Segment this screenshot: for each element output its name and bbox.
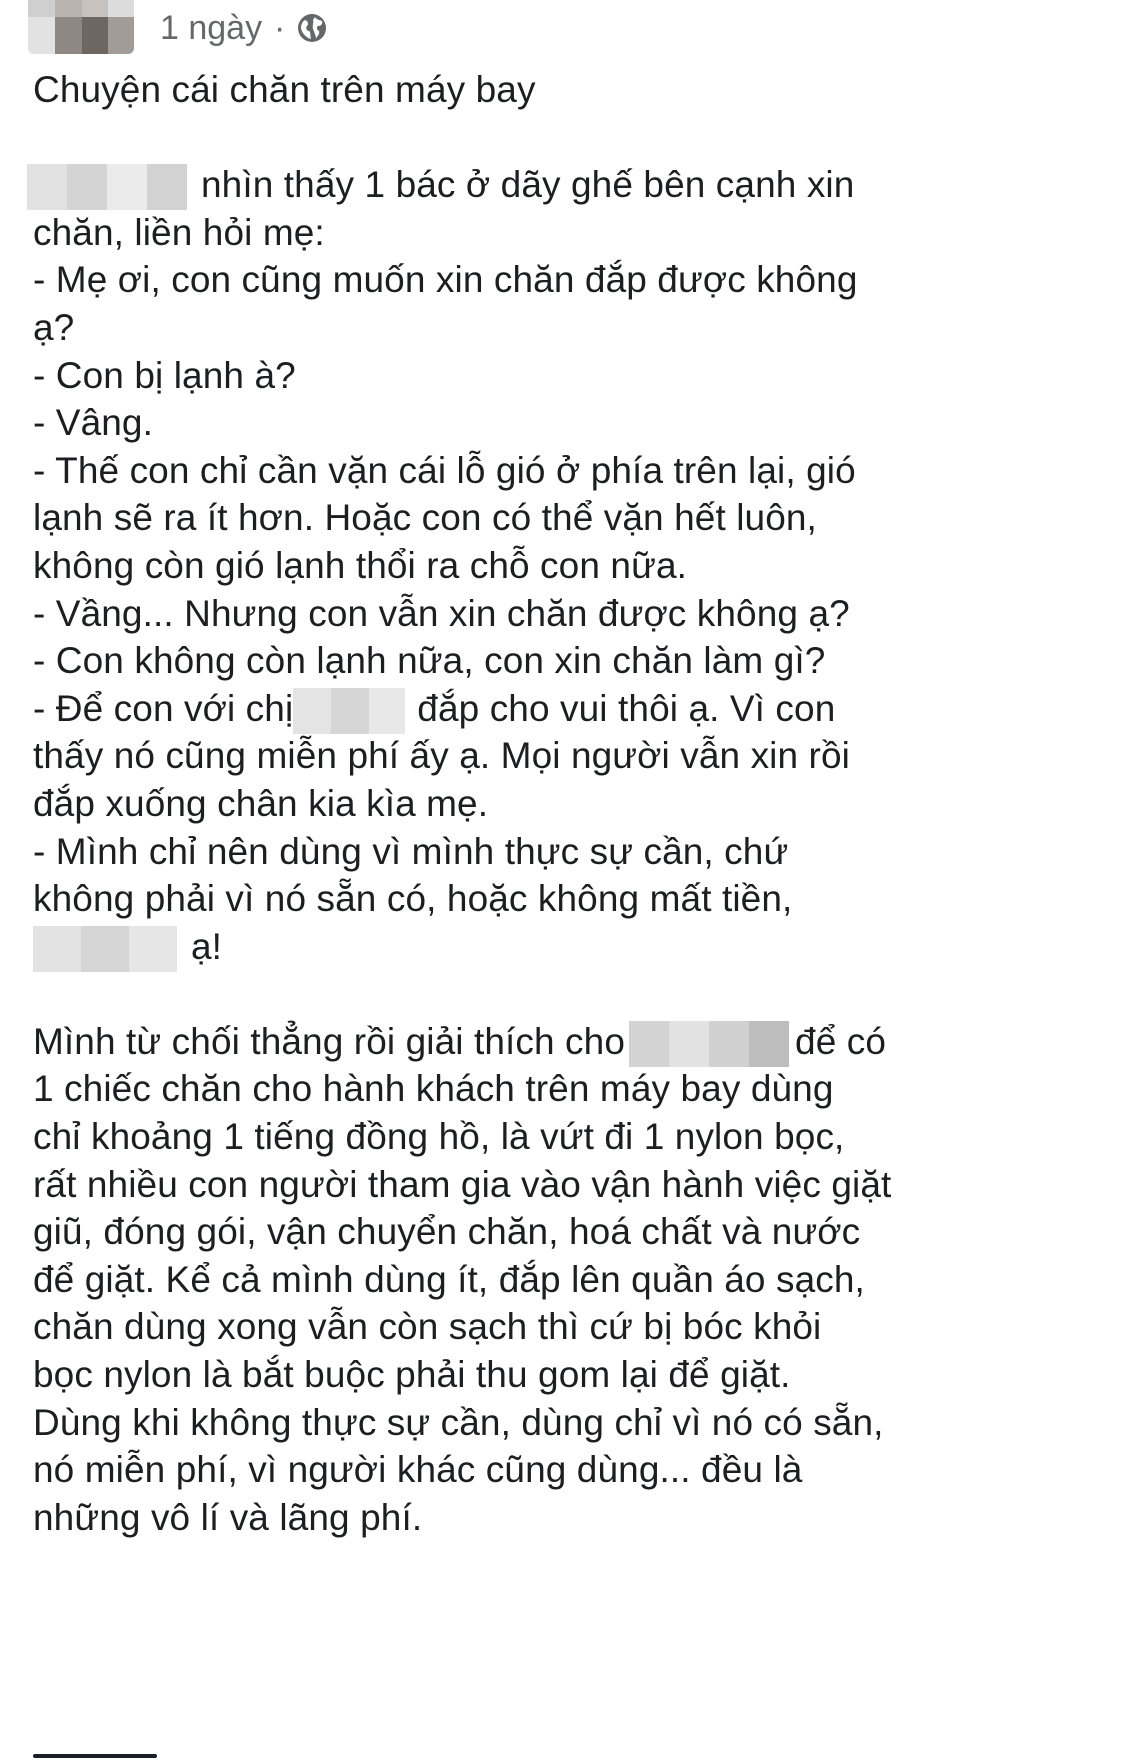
post-line: Dùng khi không thực sự cần, dùng chỉ vì nó có sẵn, [33,1401,884,1443]
post-line [33,923,983,971]
avatar[interactable] [28,0,134,54]
meta-separator: · [274,9,286,47]
post-line: không còn gió lạnh thổi ra chỗ con nữa. [33,544,688,586]
post-line: không phải vì nó sẵn có, hoặc không mất tiền, [33,878,793,920]
post-line [33,1018,983,1066]
post-text: để có [795,1020,887,1062]
post-line: ạ? [33,306,75,348]
post-text: Mình từ chối thẳng rồi giải thích cho [33,1020,626,1062]
post-line: rất nhiều con người tham gia vào vận hành việc giặt [33,1163,892,1205]
post-line: lạnh sẽ ra ít hơn. Hoặc con có thể vặn hết luôn, [33,497,817,539]
post-title: Chuyện cái chăn trên máy bay [33,69,536,110]
post-text: nhìn thấy 1 bác ở dãy ghế bên cạnh xin [201,164,855,206]
post-line: - Con không còn lạnh nữa, con xin chăn làm gì? [33,640,826,682]
post-line: - Thế con chỉ cần vặn cái lỗ gió ở phía trên lại, gió [33,449,856,491]
post-line: - Vầng... Nhưng con vẫn xin chăn được không ạ? [33,592,850,634]
post-line: để giặt. Kể cả mình dùng ít, đắp lên quần áo sạch, [33,1258,865,1300]
post-line: giũ, đóng gói, vận chuyển chăn, hoá chất và nước [33,1211,861,1253]
post-text: - Để con với chị [33,687,294,729]
post-text: ạ! [191,925,223,967]
redacted-name [293,688,405,734]
post-body [33,66,983,1541]
globe-icon [296,12,328,44]
post-text: đắp cho vui thôi ạ. Vì con [417,687,836,729]
post-line: chỉ khoảng 1 tiếng đồng hồ, là vứt đi 1 nylon bọc, [33,1116,845,1158]
post-line: bọc nylon là bắt buộc phải thu gom lại để giặt. [33,1354,791,1396]
post-line [33,161,983,209]
post-line [33,685,983,733]
post-line: những vô lí và lãng phí. [33,1496,423,1538]
text-underline [33,1754,157,1758]
post-line: chăn dùng xong vẫn còn sạch thì cứ bị bóc khỏi [33,1306,822,1348]
post-line: 1 chiếc chăn cho hành khách trên máy bay dùng [33,1068,834,1110]
post-line: thấy nó cũng miễn phí ấy ạ. Mọi người vẫn xin rồi [33,735,850,777]
post-line: - Mình chỉ nên dùng vì mình thực sự cần, chứ [33,830,789,872]
redacted-name [629,1021,789,1067]
post-timestamp[interactable]: 1 ngày [160,9,263,47]
post-header [0,0,1125,60]
redacted-name [33,926,177,972]
post-line: - Con bị lạnh à? [33,354,296,396]
post-line: - Mẹ ơi, con cũng muốn xin chăn đắp được không [33,259,858,301]
post-line: - Vâng. [33,402,153,444]
redacted-name [27,164,187,210]
post-line: chăn, liền hỏi mẹ: [33,211,325,253]
post-line: nó miễn phí, vì người khác cũng dùng... đều là [33,1449,803,1491]
post-line: đắp xuống chân kia kìa mẹ. [33,782,489,824]
